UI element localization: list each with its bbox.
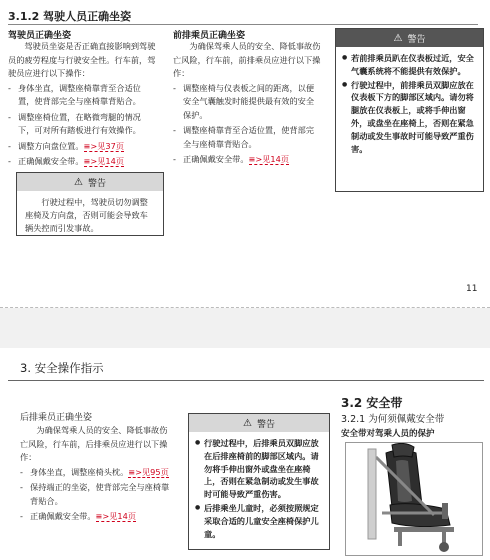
list-item: - 调整方向盘位置。≡>见37页 [8, 140, 156, 154]
front-passenger-subtitle: 前排乘员正确坐姿 [173, 31, 246, 41]
seat-illustration [345, 442, 483, 556]
driver-checklist [8, 82, 156, 169]
warning-item: ● 若前排乘员趴在仪表板过近，安全气囊系统将不能提供有效保护。 [342, 52, 477, 78]
page-reference-link[interactable]: ≡>见37页 [83, 140, 125, 151]
list-item: - 保持端正的坐姿，使背部完全与座椅靠背贴合。 [20, 481, 170, 508]
driver-intro: 驾驶员坐姿是否正确直接影响到驾驶员的疲劳程度与行驶安全性。行车前，驾驶员应进行以下操作： [8, 41, 156, 78]
warning-triangle-icon: ⚠ [243, 417, 252, 429]
page-reference-link[interactable]: ≡>见14页 [248, 154, 290, 164]
chapter-rule [8, 380, 484, 381]
list-item: - 身体坐直，调整座椅靠背至合适位置，使背部完全与座椅靠背贴合。 [8, 82, 156, 109]
figure-caption: 安全带对驾乘人员的保护 [341, 429, 435, 439]
warning-triangle-icon: ⚠ [393, 32, 403, 44]
list-item: - 正确佩戴安全带。≡>见14页 [20, 510, 170, 524]
driver-warning-box [16, 172, 164, 236]
warning-header: ⚠ 警告 [189, 414, 329, 432]
list-item: - 身体坐直，调整座椅头枕。≡>见95页 [20, 466, 170, 480]
list-item: - 调整座椅与仪表板之间的距离，以便安全气囊触发时能提供最有效的安全保护。 [173, 82, 321, 123]
rear-passenger-subtitle: 后排乘员正确坐姿 [20, 413, 93, 423]
warning-text: 行驶过程中，驾驶员切勿调整座椅及方向盘，否则可能会导致车辆失控而引发事故。 [25, 197, 148, 233]
warning-item: ● 行驶过程中，后排乘员双脚应放在后排座椅前的脚部区域内。请勿将手伸出窗外或盘坐在座椅上，否则在紧急制动或发生事故时可能导致严重伤害。 [195, 437, 323, 501]
warning-triangle-icon: ⚠ [74, 176, 83, 188]
page-reference-link[interactable]: ≡>见95页 [128, 466, 169, 477]
warning-header: ⚠ 警告 [336, 29, 483, 47]
list-item: - 正确佩戴安全带。≡>见14页 [8, 155, 156, 169]
warning-item: ● 后排乘坐儿童时，必须按照规定采取合适的儿童安全座椅保护儿童。 [195, 502, 323, 540]
driver-subtitle: 驾驶员正确坐姿 [8, 31, 72, 41]
section-header: 3.1.2 驾驶人员正确坐姿 [8, 10, 132, 23]
header-rule [8, 24, 478, 25]
rear-passenger-intro: 为确保驾乘人员的安全、降低事故伤亡风险，行车前，后排乘员应进行以下操作： [20, 425, 168, 462]
list-item: - 调整座椅靠背至合适位置，使背部完全与座椅靠背贴合。 [173, 124, 321, 151]
page-reference-link[interactable]: ≡>见14页 [83, 156, 125, 166]
subsection-title: 3.2.1 为何须佩戴安全带 [341, 414, 445, 425]
warning-item: ● 行驶过程中，前排乘员双脚应放在仪表板下方的脚部区域内。请勿将腿放在仪表板上，或将手伸出窗外，或盘坐在座椅上，否则在紧急制动或发生事故时可能导致严重伤害。 [342, 79, 477, 156]
chapter-title: 3. 安全操作指示 [20, 361, 104, 375]
front-passenger-warning-box [335, 28, 484, 192]
page-gap [0, 308, 490, 348]
front-passenger-checklist [173, 82, 321, 167]
warning-header: ⚠ 警告 [17, 173, 163, 191]
rear-passenger-warning-box [188, 413, 330, 550]
list-item: - 调整座椅位置，在略微弯腿的情况下，可对所有踏板进行有效操作。 [8, 111, 156, 138]
car-seat-icon [346, 443, 482, 555]
section-title: 3.2 安全带 [341, 396, 403, 410]
page-number: 11 [466, 284, 478, 294]
list-item: - 正确佩戴安全带。≡>见14页 [173, 153, 321, 167]
rear-passenger-checklist [20, 466, 170, 524]
page-reference-link[interactable]: ≡>见14页 [95, 511, 137, 521]
warning-list [195, 437, 323, 540]
front-passenger-intro: 为确保驾乘人员的安全、降低事故伤亡风险，行车前，前排乘员应进行以下操作： [173, 41, 321, 78]
warning-list [342, 52, 477, 155]
